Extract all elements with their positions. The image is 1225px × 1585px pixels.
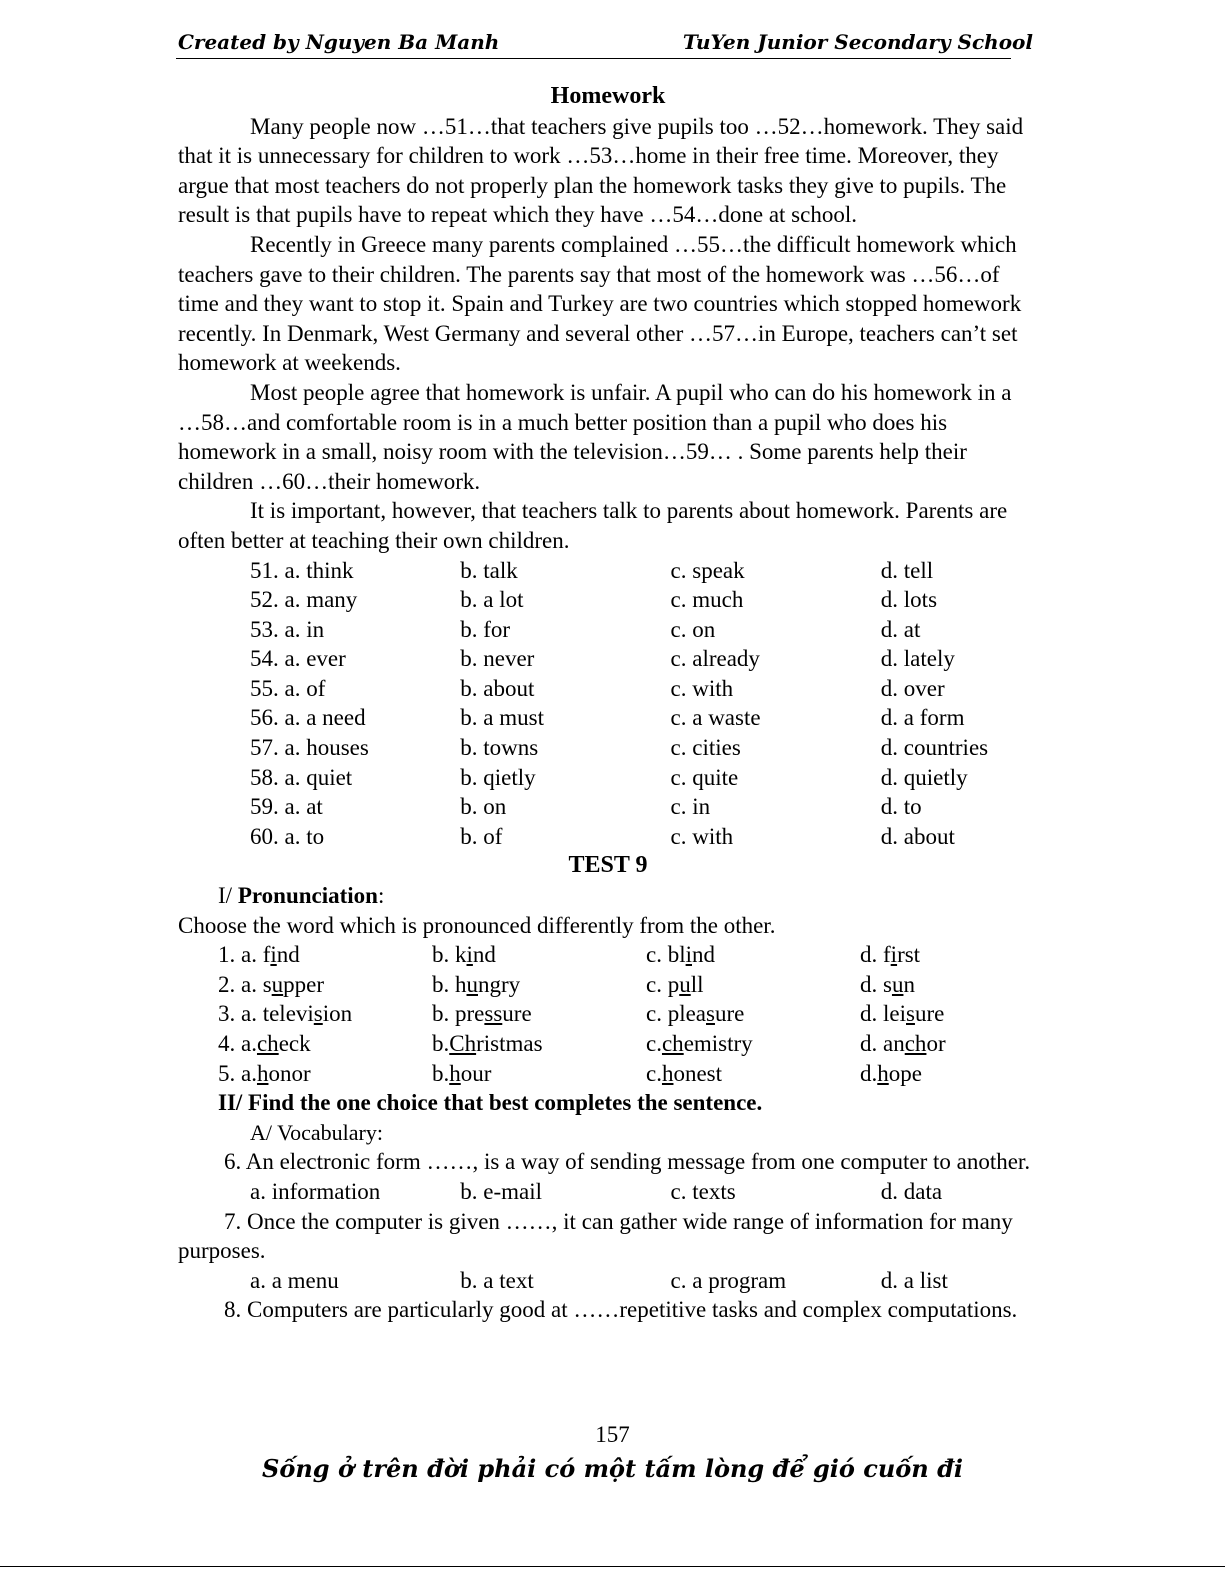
underlined-letters: u	[891, 971, 904, 997]
option-c: c. cities	[670, 735, 741, 761]
option-d: d. at	[880, 616, 921, 642]
option-a: 5. a.honor	[218, 1059, 432, 1089]
option-row	[250, 822, 1038, 852]
option-row	[250, 556, 1038, 586]
underlined-letters: u	[271, 971, 284, 997]
option-a: 55. a. of	[250, 675, 326, 701]
option-a: a. information	[250, 1178, 381, 1204]
option-b: b. towns	[460, 735, 539, 761]
page-footer: Sống ở trên đời phải có một tấm lòng để gió cuốn đi	[262, 1454, 963, 1483]
option-a: 58. a. quiet	[250, 764, 353, 790]
option-a: 59. a. at	[250, 794, 323, 820]
option-d: d. quietly	[880, 764, 968, 790]
option-b: b. for	[460, 616, 511, 642]
option-d: d. tell	[880, 557, 934, 583]
option-d: d. first	[860, 940, 1020, 970]
option-b: b. of	[460, 823, 503, 849]
option-b: b. pressure	[432, 999, 646, 1029]
option-row	[218, 1059, 1038, 1089]
option-c: c. pleasure	[646, 999, 860, 1029]
option-d: d. over	[880, 675, 945, 701]
option-row	[218, 940, 1038, 970]
option-a: 56. a. a need	[250, 705, 366, 731]
option-c: c. texts	[670, 1178, 736, 1204]
option-c: c. a waste	[670, 705, 761, 731]
underlined-letters: i	[685, 942, 692, 968]
underlined-letters: i	[270, 942, 277, 968]
option-c: c. speak	[670, 557, 745, 583]
header-school: TuYen Junior Secondary School	[682, 30, 1033, 54]
option-row	[218, 970, 1038, 1000]
option-b: b. kind	[432, 940, 646, 970]
underlined-letters: s	[706, 1001, 715, 1027]
option-d: d.hope	[860, 1059, 1020, 1089]
underlined-letters: h	[449, 1060, 461, 1086]
option-c: c. with	[670, 823, 734, 849]
option-d: d. to	[880, 794, 922, 820]
option-c: c. with	[670, 675, 734, 701]
underlined-letters: h	[256, 1060, 269, 1086]
option-d: d. lots	[880, 587, 938, 613]
option-a: 52. a. many	[250, 587, 358, 613]
option-row	[250, 615, 1038, 645]
subsection-vocabulary: A/ Vocabulary:	[250, 1119, 383, 1145]
section-heading-pronunciation	[178, 881, 1038, 911]
option-row	[250, 763, 1038, 793]
header-author: Created by Nguyen Ba Manh	[178, 30, 500, 54]
option-c: c. pull	[646, 970, 860, 1000]
section-instruction: Choose the word which is pronounced differently from the other.	[178, 912, 776, 938]
passage-paragraph-4: It is important, however, that teachers talk to parents about homework. Parents are often better at teaching their own children.	[178, 498, 1008, 553]
option-c: c. a program	[670, 1267, 787, 1293]
option-a: 4. a.check	[218, 1029, 432, 1059]
option-c: c. already	[670, 646, 760, 672]
bottom-rule	[0, 1566, 1225, 1567]
page-content	[178, 82, 1038, 1325]
option-a: 3. a. television	[218, 999, 432, 1029]
underlined-letters: u	[679, 971, 691, 997]
option-c: c.honest	[646, 1059, 860, 1089]
passage-paragraph-1: Many people now …51…that teachers give pupils too …52…homework. They said that it is unnecessary for children to work …53…home in their free time. Moreover, they argue that most teachers do not properly plan the homework tasks they give to pupils. The result is that pupils have to repeat which they have …54…done at school.	[178, 113, 1024, 228]
option-d: d. data	[880, 1178, 943, 1204]
section-number: I/	[218, 883, 238, 909]
underlined-letters: ch	[904, 1031, 927, 1056]
option-d: d. a form	[880, 705, 965, 731]
option-b: b. a lot	[460, 587, 524, 613]
underlined-letters: ss	[484, 1001, 503, 1027]
option-b: b. a text	[460, 1267, 534, 1293]
question-6-options	[178, 1177, 1038, 1207]
option-b: b. about	[460, 675, 535, 701]
option-b: b. talk	[460, 557, 518, 583]
section-colon: :	[377, 883, 385, 909]
section-heading-completion: II/ Find the one choice that best completes the sentence.	[218, 1090, 763, 1116]
option-b: b.Christmas	[432, 1029, 646, 1059]
test-title: TEST 9	[568, 852, 648, 879]
option-row	[250, 733, 1038, 763]
option-a: 51. a. think	[250, 557, 354, 583]
option-row	[218, 1029, 1038, 1059]
option-d: d. leisure	[860, 999, 1020, 1029]
option-d: d. a list	[880, 1267, 948, 1293]
option-b: b. never	[460, 646, 535, 672]
underlined-letters: h	[877, 1060, 889, 1086]
passage-title: Homework	[550, 83, 666, 109]
option-a: 60. a. to	[250, 823, 325, 849]
underlined-letters: i	[890, 942, 898, 968]
option-d: d. anchor	[860, 1029, 1020, 1059]
option-row	[250, 585, 1038, 615]
pronunciation-options	[178, 940, 1038, 1088]
option-a: 54. a. ever	[250, 646, 346, 672]
cloze-options	[178, 556, 1038, 852]
option-c: c. in	[670, 794, 711, 820]
option-c: c. on	[670, 616, 716, 642]
question-7-options	[178, 1266, 1038, 1296]
option-b: b.hour	[432, 1059, 646, 1089]
option-row	[250, 644, 1038, 674]
option-row	[250, 703, 1038, 733]
passage-paragraph-3: Most people agree that homework is unfair. A pupil who can do his homework in a …58…and comfortable room is in a much better position than a pupil who does his homework in a small, noisy room with the television…59… . Some parents help their children …60…their homework.	[178, 379, 1012, 494]
option-b: b. hungry	[432, 970, 646, 1000]
underlined-letters: Ch	[449, 1031, 477, 1056]
underlined-letters: h	[661, 1060, 674, 1086]
option-row	[218, 999, 1038, 1029]
option-b: b. qietly	[460, 764, 536, 790]
option-a: a. a menu	[250, 1267, 339, 1293]
option-b: b. on	[460, 794, 507, 820]
option-c: c.chemistry	[646, 1029, 860, 1059]
option-d: d. about	[880, 823, 955, 849]
option-c: c. blind	[646, 940, 860, 970]
page-number: 157	[595, 1422, 630, 1447]
option-b: b. e-mail	[460, 1178, 543, 1204]
underlined-letters: i	[466, 942, 473, 968]
question-8: 8. Computers are particularly good at ……repetitive tasks and complex computations.	[224, 1297, 1018, 1323]
underlined-letters: u	[466, 971, 478, 997]
option-b: b. a must	[460, 705, 544, 731]
option-a: 1. a. find	[218, 940, 432, 970]
option-a: 2. a. supper	[218, 970, 432, 1000]
option-a: 53. a. in	[250, 616, 325, 642]
option-row	[250, 674, 1038, 704]
option-d: d. sun	[860, 970, 1020, 1000]
question-7: 7. Once the computer is given ……, it can gather wide range of information for many purposes.	[178, 1208, 1013, 1264]
question-6: 6. An electronic form ……, is a way of sending message from one computer to another.	[224, 1149, 1031, 1175]
underlined-letters: s	[906, 1001, 915, 1027]
option-d: d. countries	[880, 735, 989, 761]
option-c: c. quite	[670, 764, 739, 790]
section-title: Pronunciation	[237, 883, 378, 909]
option-a: 57. a. houses	[250, 735, 369, 761]
page-header	[176, 28, 1033, 59]
passage-paragraph-2: Recently in Greece many parents complained …55…the difficult homework which teachers gave to their children. The parents say that most of the homework was …56…of time and they want to stop it. Spain and Turkey are two countries which stopped homework recently. In Denmark, West Germany and several other …57…in Europe, teachers can’t set homework at weekends.	[178, 231, 1022, 376]
option-row	[250, 792, 1038, 822]
option-c: c. much	[670, 587, 744, 613]
underlined-letters: ch	[256, 1031, 279, 1056]
underlined-letters: ch	[661, 1031, 684, 1056]
option-d: d. lately	[880, 646, 955, 672]
underlined-letters: s	[313, 1001, 323, 1027]
